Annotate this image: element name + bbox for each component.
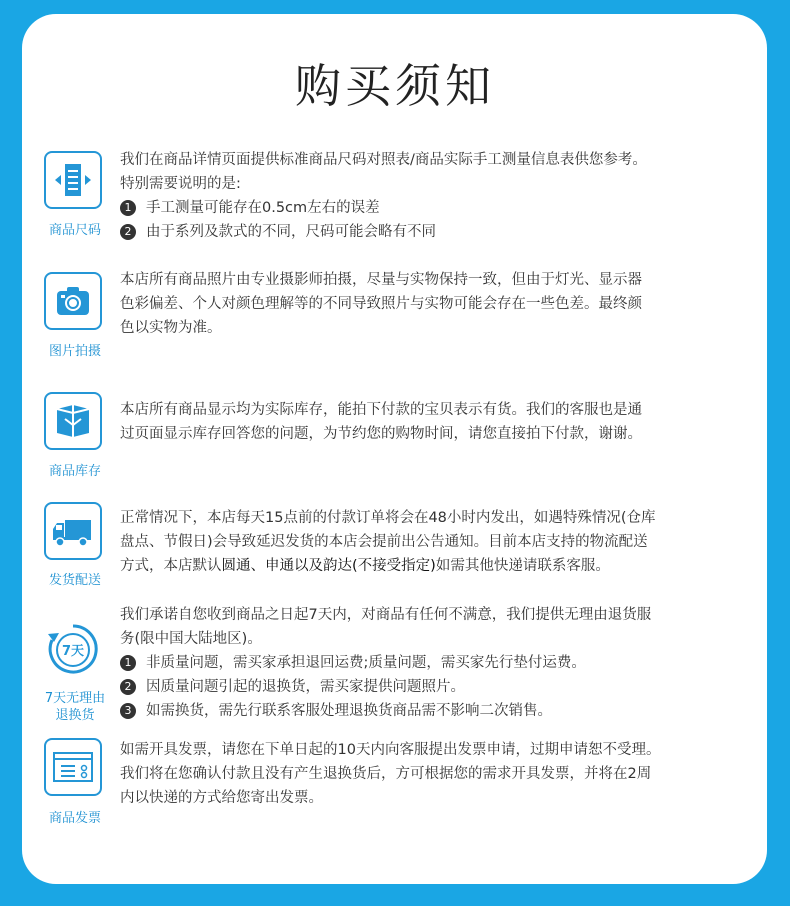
number-badge: 3 — [120, 703, 136, 719]
section-label-photo: 图片拍摄 — [48, 344, 101, 359]
truck-icon — [44, 502, 102, 560]
seven-day-return-icon — [44, 620, 102, 678]
section-label-invoice: 商品发票 — [48, 811, 101, 826]
text-line: 正常情况下，本店每天15点前的付款订单将会在48小时内发出，如遇特殊情况(仓库 — [120, 510, 656, 526]
text-segment: 方式，本店默认 — [120, 558, 222, 574]
text-line — [120, 554, 752, 578]
number-badge: 2 — [120, 679, 136, 695]
section-text-return — [120, 603, 752, 723]
text-line: 我们承诺自您收到商品之日起7天内，对商品有任何不满意，我们提供无理由退货服 — [120, 607, 652, 623]
invoice-icon — [44, 738, 102, 796]
list-item — [120, 675, 752, 699]
section-text-invoice — [120, 738, 752, 810]
camera-icon — [44, 272, 102, 330]
number-badge: 1 — [120, 655, 136, 671]
section-label-stock: 商品库存 — [48, 464, 101, 479]
text-line: 务(限中国大陆地区)。 — [120, 631, 262, 647]
list-item-text: 因质量问题引起的退换货，需买家提供问题照片。 — [146, 679, 465, 695]
list-item — [120, 196, 752, 220]
text-line: 盘点、节假日)会导致延迟发货的本店会提前出公告通知。目前本店支持的物流配送 — [120, 534, 648, 550]
section-text-size — [120, 148, 752, 244]
text-line: 色以实物为准。 — [120, 320, 222, 336]
text-line: 本店所有商品显示均为实际库存，能拍下付款的宝贝表示有货。我们的客服也是通 — [120, 402, 642, 418]
section-text-delivery — [120, 506, 752, 578]
list-item-text: 由于系列及款式的不同，尺码可能会略有不同 — [146, 224, 436, 240]
list-item — [120, 699, 752, 723]
section-text-stock — [120, 398, 752, 446]
section-label-delivery: 发货配送 — [48, 573, 101, 588]
list-item — [120, 220, 752, 244]
page-title: 购买须知 — [295, 59, 495, 113]
text-line: 我们将在您确认付款且没有产生退换货后，方可根据您的需求开具发票，并将在2周 — [120, 766, 652, 782]
highlighted-couriers: 圆通、申通以及韵达(不接受指定) — [221, 558, 436, 574]
seven-day-text: 7天 — [61, 644, 85, 659]
text-line: 如需开具发票，请您在下单日起的10天内向客服提出发票申请，过期申请恕不受理。 — [120, 742, 661, 758]
list-item — [120, 651, 752, 675]
label-line: 退换货 — [55, 708, 95, 723]
text-line: 我们在商品详情页面提供标准商品尺码对照表/商品实际手工测量信息表供您参考。 — [120, 152, 647, 168]
list-item-text: 手工测量可能存在0.5cm左右的误差 — [146, 200, 380, 216]
section-label-size: 商品尺码 — [48, 223, 101, 238]
number-badge: 2 — [120, 224, 136, 240]
text-line: 本店所有商品照片由专业摄影师拍摄，尽量与实物保持一致，但由于灯光、显示器 — [120, 272, 642, 288]
text-line: 特别需要说明的是: — [120, 176, 241, 192]
number-badge: 1 — [120, 200, 136, 216]
text-line: 过页面显示库存回答您的问题，为节约您的购物时间，请您直接拍下付款，谢谢。 — [120, 426, 642, 442]
section-label-return — [36, 690, 114, 724]
list-item-text: 非质量问题，需买家承担退回运费;质量问题，需买家先行垫付运费。 — [146, 655, 586, 671]
label-line: 7天无理由 — [44, 691, 106, 706]
text-line: 内以快递的方式给您寄出发票。 — [120, 790, 323, 806]
text-segment: 如需其他快递请联系客服。 — [435, 558, 610, 574]
size-chart-icon — [44, 151, 102, 209]
box-icon — [44, 392, 102, 450]
list-item-text: 如需换货，需先行联系客服处理退换货商品需不影响二次销售。 — [146, 703, 552, 719]
text-line: 色彩偏差、个人对颜色理解等的不同导致照片与实物可能会存在一些色差。最终颜 — [120, 296, 642, 312]
section-text-photo — [120, 268, 752, 340]
